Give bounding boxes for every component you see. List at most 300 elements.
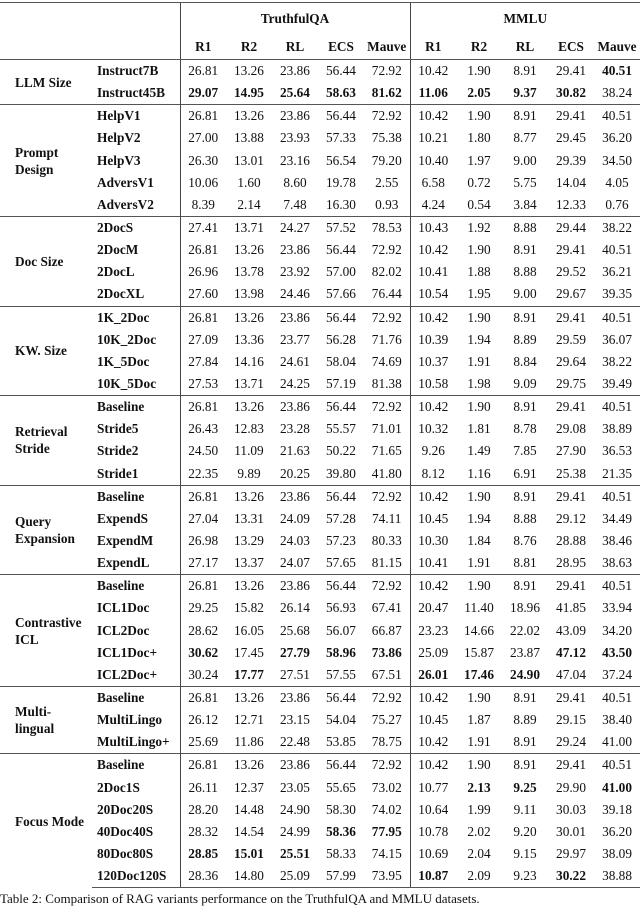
metric-cell: 26.30 bbox=[180, 150, 226, 172]
metric-cell: 26.12 bbox=[180, 709, 226, 731]
metric-cell: 50.22 bbox=[326, 443, 356, 459]
metric-cell: 10.43 bbox=[410, 216, 456, 239]
config-name: ExpendM bbox=[97, 533, 154, 549]
metric-cell: 13.26 bbox=[226, 105, 272, 128]
metric-cell: 0.54 bbox=[467, 196, 491, 212]
metric-cell: 0.72 bbox=[467, 174, 491, 190]
metric-cell: 21.35 bbox=[602, 465, 632, 481]
metric-cell: 29.15 bbox=[556, 712, 586, 728]
metric-cell: 23.86 bbox=[280, 63, 310, 79]
metric-cell: 11.40 bbox=[464, 600, 494, 616]
metric-cell: 26.01 bbox=[410, 664, 456, 687]
metric-cell: 8.91 bbox=[502, 396, 548, 419]
metric-cell: 2.55 bbox=[375, 174, 399, 190]
metric-cell: 29.67 bbox=[556, 286, 586, 302]
metric-cell: 12.37 bbox=[234, 779, 264, 795]
metric-cell: 1.92 bbox=[456, 216, 502, 239]
metric-cell: 74.02 bbox=[371, 801, 402, 817]
metric-cell: 23.87 bbox=[510, 644, 540, 660]
metric-cell: 55.65 bbox=[326, 779, 356, 795]
group-label: Contrastive ICL bbox=[0, 575, 92, 687]
metric-cell: 8.39 bbox=[180, 194, 226, 217]
metric-cell: 30.22 bbox=[548, 865, 594, 888]
metric-cell: 76.44 bbox=[371, 286, 402, 302]
metric-cell: 13.71 bbox=[226, 216, 272, 239]
metric-cell: 67.41 bbox=[371, 600, 402, 616]
metric-cell: 28.32 bbox=[180, 821, 226, 843]
metric-cell: 57.00 bbox=[326, 264, 356, 280]
metric-cell: 16.30 bbox=[326, 196, 356, 212]
metric-cell: 7.85 bbox=[513, 443, 537, 459]
metric-cell: 41.00 bbox=[602, 734, 632, 750]
table-row bbox=[0, 261, 640, 283]
metric-cell: 56.44 bbox=[318, 485, 364, 508]
metric-cell: 26.81 bbox=[180, 396, 226, 419]
metric-cell: 24.09 bbox=[280, 510, 310, 526]
metric-cell: 1.91 bbox=[467, 353, 491, 369]
metric-cell: 56.28 bbox=[326, 331, 356, 347]
metric-cell: 27.00 bbox=[180, 127, 226, 149]
metric-cell: 28.88 bbox=[556, 533, 586, 549]
metric-cell: 1.90 bbox=[456, 396, 502, 419]
metric-cell: 29.64 bbox=[556, 353, 586, 369]
metric-cell: 17.46 bbox=[464, 666, 494, 682]
metric-cell: 18.96 bbox=[510, 600, 540, 616]
metric-cell: 29.41 bbox=[548, 396, 594, 419]
metric-cell: 58.36 bbox=[326, 823, 356, 839]
metric-cell: 13.26 bbox=[226, 306, 272, 329]
metric-cell: 1.84 bbox=[467, 533, 491, 549]
metric-cell: 25.51 bbox=[280, 845, 310, 861]
metric-cell: 28.95 bbox=[556, 555, 586, 571]
config-name: 10K_2Doc bbox=[97, 331, 157, 347]
config-name: AdversV1 bbox=[97, 174, 154, 190]
metric-cell: 1.90 bbox=[456, 575, 502, 598]
metric-cell: 4.24 bbox=[410, 194, 456, 217]
metric-cell: 72.92 bbox=[364, 105, 410, 128]
metric-header: R1 bbox=[180, 35, 226, 60]
metric-cell: 24.46 bbox=[280, 286, 310, 302]
metric-cell: 25.68 bbox=[280, 622, 310, 638]
metric-cell: 24.50 bbox=[180, 440, 226, 462]
table-row bbox=[0, 194, 640, 217]
table-row bbox=[0, 485, 640, 508]
metric-cell: 14.54 bbox=[234, 823, 264, 839]
metric-cell: 10.77 bbox=[410, 777, 456, 799]
metric-cell: 8.76 bbox=[513, 533, 537, 549]
group-label: Multi- lingual bbox=[0, 686, 92, 753]
metric-cell: 30.01 bbox=[556, 823, 586, 839]
metric-cell: 24.90 bbox=[280, 801, 310, 817]
metric-cell: 29.75 bbox=[556, 376, 586, 392]
metric-cell: 22.48 bbox=[280, 734, 310, 750]
metric-cell: 23.15 bbox=[280, 712, 310, 728]
metric-cell: 33.94 bbox=[602, 600, 632, 616]
metric-cell: 13.26 bbox=[226, 754, 272, 777]
table-row bbox=[0, 865, 640, 888]
metric-cell: 13.98 bbox=[234, 286, 264, 302]
metric-cell: 29.25 bbox=[180, 597, 226, 619]
metric-cell: 24.90 bbox=[510, 666, 540, 682]
metric-header: ECS bbox=[318, 35, 364, 60]
group-label: Doc Size bbox=[0, 216, 92, 306]
metric-cell: 8.91 bbox=[513, 734, 537, 750]
metric-cell: 15.01 bbox=[234, 845, 264, 861]
metric-cell: 29.08 bbox=[556, 421, 586, 437]
metric-cell: 8.91 bbox=[502, 306, 548, 329]
metric-cell: 10.42 bbox=[410, 239, 456, 261]
metric-cell: 24.27 bbox=[272, 216, 318, 239]
header-truthfulqa: TruthfulQA bbox=[180, 3, 410, 36]
group-label: KW. Size bbox=[0, 306, 92, 396]
table-row bbox=[0, 777, 640, 799]
config-name: 2DocXL bbox=[97, 286, 145, 302]
metric-cell: 0.76 bbox=[605, 196, 629, 212]
metric-cell: 24.99 bbox=[280, 823, 310, 839]
config-name: Stride1 bbox=[97, 465, 139, 481]
metric-cell: 53.85 bbox=[326, 734, 356, 750]
metric-cell: 8.89 bbox=[513, 331, 537, 347]
metric-cell: 21.63 bbox=[280, 443, 310, 459]
table-row bbox=[0, 843, 640, 865]
metric-cell: 29.41 bbox=[548, 575, 594, 598]
metric-cell: 36.53 bbox=[602, 443, 632, 459]
metric-cell: 57.65 bbox=[326, 555, 356, 571]
metric-cell: 12.33 bbox=[556, 196, 586, 212]
config-name: ICL2Doc bbox=[97, 622, 150, 638]
metric-cell: 10.87 bbox=[410, 865, 456, 888]
metric-cell: 40.51 bbox=[594, 575, 640, 598]
metric-cell: 8.60 bbox=[283, 174, 307, 190]
metric-cell: 30.24 bbox=[180, 664, 226, 687]
metric-cell: 56.44 bbox=[318, 575, 364, 598]
metric-cell: 29.39 bbox=[556, 152, 586, 168]
metric-cell: 57.19 bbox=[326, 376, 356, 392]
metric-cell: 13.26 bbox=[234, 242, 264, 258]
metric-cell: 77.95 bbox=[371, 823, 402, 839]
metric-cell: 34.49 bbox=[602, 510, 632, 526]
metric-cell: 1.80 bbox=[467, 130, 491, 146]
metric-header: RL bbox=[272, 35, 318, 60]
metric-cell: 40.51 bbox=[594, 306, 640, 329]
metric-cell: 4.05 bbox=[605, 174, 629, 190]
metric-cell: 24.61 bbox=[280, 353, 310, 369]
metric-cell: 1.90 bbox=[456, 754, 502, 777]
metric-cell: 9.23 bbox=[502, 865, 548, 888]
group-label: Retrieval Stride bbox=[0, 396, 92, 486]
metric-cell: 39.80 bbox=[326, 465, 356, 481]
metric-cell: 8.84 bbox=[513, 353, 537, 369]
metric-cell: 56.44 bbox=[318, 686, 364, 709]
config-name: MultiLingo bbox=[97, 712, 163, 728]
metric-cell: 23.86 bbox=[272, 396, 318, 419]
metric-cell: 10.42 bbox=[410, 396, 456, 419]
metric-cell: 26.14 bbox=[280, 600, 310, 616]
metric-cell: 13.88 bbox=[234, 130, 264, 146]
metric-cell: 14.95 bbox=[234, 85, 264, 101]
metric-cell: 25.64 bbox=[280, 85, 310, 101]
metric-cell: 8.91 bbox=[502, 754, 548, 777]
metric-cell: 10.64 bbox=[410, 799, 456, 821]
metric-cell: 1.90 bbox=[456, 105, 502, 128]
metric-cell: 72.92 bbox=[364, 575, 410, 598]
config-name: Stride5 bbox=[97, 421, 139, 437]
table-row bbox=[0, 754, 640, 777]
metric-cell: 74.15 bbox=[371, 845, 402, 861]
metric-cell: 1.98 bbox=[467, 376, 491, 392]
metric-cell: 41.80 bbox=[371, 465, 402, 481]
config-name: 80Doc80S bbox=[97, 845, 154, 861]
metric-cell: 14.48 bbox=[234, 801, 264, 817]
config-name: 1K_5Doc bbox=[97, 353, 150, 369]
config-name: 10K_5Doc bbox=[97, 376, 157, 392]
metric-cell: 29.41 bbox=[556, 242, 586, 258]
table-row bbox=[0, 60, 640, 83]
metric-cell: 81.15 bbox=[371, 555, 402, 571]
metric-cell: 73.02 bbox=[371, 779, 402, 795]
metric-cell: 1.88 bbox=[467, 264, 491, 280]
metric-cell: 56.54 bbox=[326, 152, 356, 168]
metric-cell: 23.86 bbox=[272, 686, 318, 709]
metric-cell: 40.51 bbox=[594, 485, 640, 508]
metric-cell: 2.02 bbox=[467, 823, 491, 839]
table-row bbox=[0, 821, 640, 843]
group-label: Query Expansion bbox=[0, 485, 92, 575]
metric-cell: 13.01 bbox=[234, 152, 264, 168]
metric-cell: 27.17 bbox=[180, 552, 226, 575]
metric-cell: 1.90 bbox=[467, 242, 491, 258]
table-row bbox=[0, 373, 640, 396]
metric-cell: 20.47 bbox=[410, 597, 456, 619]
table-row bbox=[0, 396, 640, 419]
metric-cell: 36.20 bbox=[602, 823, 632, 839]
metric-cell: 29.90 bbox=[556, 779, 586, 795]
metric-cell: 3.84 bbox=[513, 196, 537, 212]
metric-cell: 9.00 bbox=[513, 152, 537, 168]
metric-header: R2 bbox=[226, 35, 272, 60]
table-row bbox=[0, 306, 640, 329]
metric-cell: 74.69 bbox=[371, 353, 402, 369]
metric-cell: 29.41 bbox=[548, 306, 594, 329]
metric-cell: 29.59 bbox=[556, 331, 586, 347]
metric-cell: 54.04 bbox=[326, 712, 356, 728]
metric-cell: 56.44 bbox=[318, 754, 364, 777]
metric-cell: 13.71 bbox=[234, 376, 264, 392]
metric-cell: 10.40 bbox=[410, 150, 456, 172]
metric-cell: 2.09 bbox=[456, 865, 502, 888]
metric-cell: 27.60 bbox=[180, 283, 226, 306]
metric-cell: 27.84 bbox=[180, 351, 226, 373]
config-name: ICL2Doc+ bbox=[97, 666, 158, 682]
metric-cell: 26.43 bbox=[180, 418, 226, 440]
metric-cell: 1.91 bbox=[467, 555, 491, 571]
metric-cell: 1.90 bbox=[456, 306, 502, 329]
table-row bbox=[0, 686, 640, 709]
table-row bbox=[0, 508, 640, 530]
group-label: LLM Size bbox=[15, 74, 72, 90]
table-row bbox=[0, 283, 640, 306]
metric-cell: 8.91 bbox=[502, 575, 548, 598]
metric-cell: 38.22 bbox=[602, 353, 632, 369]
metric-cell: 2.14 bbox=[237, 196, 261, 212]
config-name: 2DocS bbox=[92, 216, 180, 239]
metric-cell: 75.38 bbox=[371, 130, 402, 146]
metric-cell: 78.53 bbox=[364, 216, 410, 239]
table-row bbox=[0, 105, 640, 128]
metric-cell: 23.86 bbox=[272, 105, 318, 128]
metric-cell: 29.44 bbox=[548, 216, 594, 239]
group-label: Focus Mode bbox=[0, 754, 92, 888]
config-name: 2DocM bbox=[97, 242, 139, 258]
metric-cell: 72.92 bbox=[364, 485, 410, 508]
metric-cell: 41.00 bbox=[602, 779, 632, 795]
metric-cell: 23.93 bbox=[280, 130, 310, 146]
metric-cell: 1.81 bbox=[467, 421, 491, 437]
metric-cell: 34.50 bbox=[602, 152, 632, 168]
metric-cell: 30.82 bbox=[556, 85, 586, 101]
metric-cell: 38.40 bbox=[602, 712, 632, 728]
table-caption: Table 2: Comparison of RAG variants performance on the TruthfulQA and MMLU datasets. bbox=[0, 891, 480, 906]
metric-cell: 26.81 bbox=[180, 754, 226, 777]
metric-cell: 39.49 bbox=[602, 376, 632, 392]
config-name: HelpV3 bbox=[97, 152, 141, 168]
metric-cell: 24.07 bbox=[280, 555, 310, 571]
metric-cell: 26.81 bbox=[180, 60, 226, 83]
table-row bbox=[0, 597, 640, 619]
metric-cell: 10.42 bbox=[410, 731, 456, 754]
metric-cell: 29.41 bbox=[556, 63, 586, 79]
metric-cell: 71.01 bbox=[371, 421, 402, 437]
metric-cell: 29.12 bbox=[556, 510, 586, 526]
metric-cell: 41.85 bbox=[556, 600, 586, 616]
metric-cell: 81.38 bbox=[371, 376, 402, 392]
metric-cell: 11.09 bbox=[234, 443, 264, 459]
metric-cell: 58.96 bbox=[326, 644, 356, 660]
metric-cell: 47.12 bbox=[556, 644, 586, 660]
table-row bbox=[0, 709, 640, 731]
metric-cell: 23.86 bbox=[280, 242, 310, 258]
metric-cell: 1.49 bbox=[467, 443, 491, 459]
table-row bbox=[0, 552, 640, 575]
config-name: ExpendS bbox=[97, 510, 148, 526]
table-row bbox=[0, 463, 640, 486]
header-mmlu: MMLU bbox=[410, 3, 640, 36]
metric-cell: 43.50 bbox=[602, 644, 632, 660]
metric-cell: 27.53 bbox=[180, 373, 226, 396]
metric-header: Mauve bbox=[594, 35, 640, 60]
metric-cell: 36.20 bbox=[602, 130, 632, 146]
config-name: AdversV2 bbox=[97, 196, 154, 212]
metric-cell: 29.41 bbox=[548, 485, 594, 508]
config-name: 20Doc20S bbox=[97, 801, 154, 817]
metric-cell: 22.35 bbox=[180, 463, 226, 486]
metric-cell: 38.09 bbox=[602, 845, 632, 861]
metric-cell: 8.88 bbox=[502, 216, 548, 239]
metric-cell: 29.07 bbox=[180, 82, 226, 105]
metric-cell: 30.03 bbox=[556, 801, 586, 817]
metric-cell: 10.42 bbox=[410, 60, 456, 83]
metric-cell: 9.09 bbox=[513, 376, 537, 392]
metric-cell: 28.85 bbox=[180, 843, 226, 865]
metric-cell: 56.44 bbox=[326, 63, 356, 79]
metric-cell: 27.04 bbox=[180, 508, 226, 530]
table-row bbox=[0, 216, 640, 239]
metric-cell: 9.25 bbox=[513, 779, 537, 795]
metric-cell: 26.81 bbox=[180, 485, 226, 508]
metric-cell: 56.07 bbox=[326, 622, 356, 638]
metric-cell: 10.42 bbox=[410, 686, 456, 709]
metric-cell: 79.20 bbox=[371, 152, 402, 168]
metric-cell: 56.44 bbox=[318, 105, 364, 128]
metric-cell: 57.66 bbox=[326, 286, 356, 302]
config-name: MultiLingo+ bbox=[97, 734, 170, 750]
config-name: 2Doc1S bbox=[97, 779, 140, 795]
metric-cell: 29.41 bbox=[548, 105, 594, 128]
metric-cell: 81.62 bbox=[371, 85, 402, 101]
metric-cell: 71.65 bbox=[371, 443, 402, 459]
metric-cell: 23.77 bbox=[280, 331, 310, 347]
metric-cell: 8.88 bbox=[513, 510, 537, 526]
table-row bbox=[0, 642, 640, 664]
config-name: Stride2 bbox=[97, 443, 139, 459]
metric-cell: 9.15 bbox=[513, 845, 537, 861]
metric-cell: 26.81 bbox=[180, 239, 226, 261]
metric-cell: 58.63 bbox=[326, 85, 356, 101]
metric-cell: 24.03 bbox=[280, 533, 310, 549]
metric-cell: 13.78 bbox=[234, 264, 264, 280]
metric-cell: 14.66 bbox=[464, 622, 494, 638]
metric-cell: 10.45 bbox=[410, 508, 456, 530]
metric-cell: 9.20 bbox=[513, 823, 537, 839]
metric-cell: 38.88 bbox=[594, 865, 640, 888]
metric-cell: 8.77 bbox=[513, 130, 537, 146]
metric-cell: 29.52 bbox=[556, 264, 586, 280]
metric-cell: 57.33 bbox=[326, 130, 356, 146]
metric-cell: 26.98 bbox=[180, 530, 226, 552]
metric-cell: 74.11 bbox=[372, 510, 402, 526]
metric-cell: 57.52 bbox=[318, 216, 364, 239]
table-row bbox=[0, 329, 640, 351]
metric-cell: 23.28 bbox=[280, 421, 310, 437]
table-row bbox=[0, 239, 640, 261]
metric-cell: 10.42 bbox=[410, 575, 456, 598]
metric-cell: 14.80 bbox=[226, 865, 272, 888]
metric-cell: 10.39 bbox=[410, 329, 456, 351]
metric-cell: 17.45 bbox=[234, 644, 264, 660]
metric-cell: 2.05 bbox=[467, 85, 491, 101]
metric-cell: 28.36 bbox=[180, 865, 226, 888]
table-row bbox=[0, 418, 640, 440]
metric-cell: 10.30 bbox=[410, 530, 456, 552]
metric-cell: 10.41 bbox=[410, 552, 456, 575]
metric-cell: 6.91 bbox=[513, 465, 537, 481]
metric-cell: 67.51 bbox=[371, 666, 402, 682]
metric-cell: 72.92 bbox=[364, 686, 410, 709]
metric-cell: 19.78 bbox=[326, 174, 356, 190]
metric-cell: 58.33 bbox=[326, 845, 356, 861]
metric-cell: 66.87 bbox=[371, 622, 402, 638]
metric-cell: 9.00 bbox=[513, 286, 537, 302]
config-name: Baseline bbox=[92, 575, 180, 598]
table-row bbox=[0, 82, 640, 105]
metric-cell: 29.97 bbox=[556, 845, 586, 861]
group-label: Prompt Design bbox=[0, 105, 92, 217]
metric-cell: 40.51 bbox=[602, 242, 632, 258]
metric-cell: 8.91 bbox=[513, 242, 537, 258]
metric-cell: 13.26 bbox=[234, 63, 264, 79]
metric-cell: 11.06 bbox=[410, 82, 456, 105]
metric-cell: 57.28 bbox=[326, 510, 356, 526]
